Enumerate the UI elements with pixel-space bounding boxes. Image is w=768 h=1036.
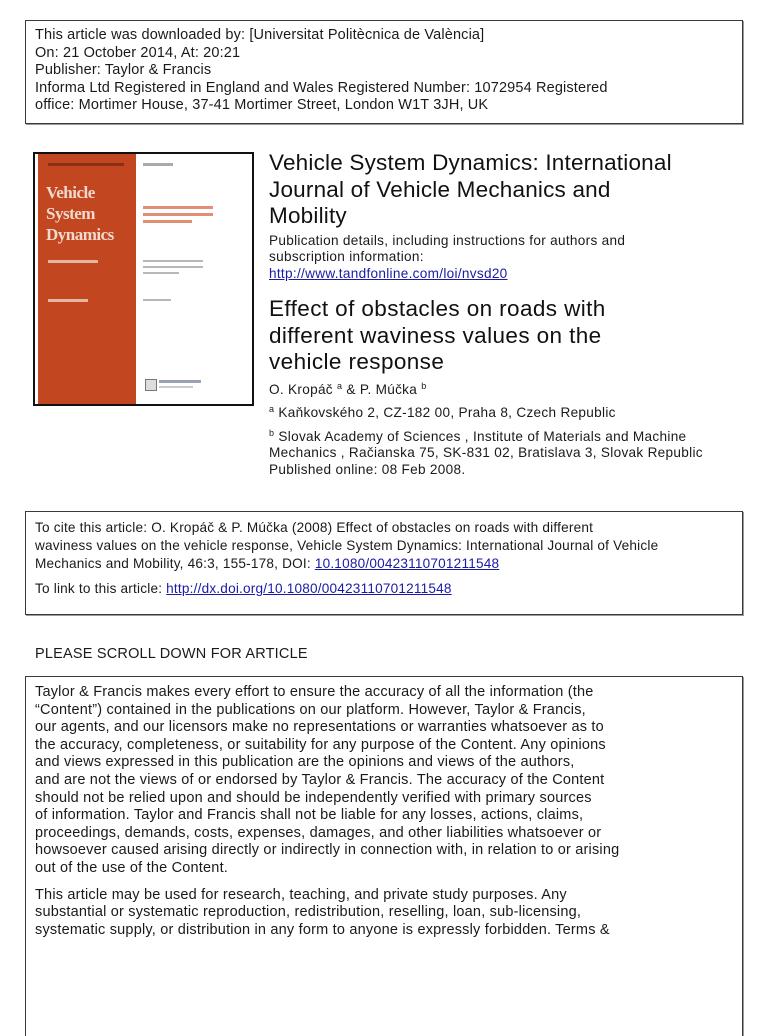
journal-title-line: Mobility [269, 203, 347, 228]
affiliation-text: Slovak Academy of Sciences , Institute of Materials and Machine [278, 428, 687, 444]
journal-title-line: Journal of Vehicle Mechanics and [269, 176, 611, 202]
journal-title-line: Vehicle System Dynamics: International [269, 150, 672, 175]
cover-text-bar [48, 260, 98, 263]
article-title-line: Effect of obstacles on roads with [269, 296, 606, 321]
citation-line [35, 555, 733, 573]
author-affiliation-marker: b [421, 380, 427, 391]
citation-line: waviness values on the vehicle response, Vehicle System Dynamics: International Journal of Vehicle [35, 537, 659, 553]
article-title-line: different waviness values on the [269, 322, 602, 348]
cover-text-bar [48, 299, 88, 302]
cover-subtitle-bars [143, 206, 213, 227]
publisher-logo-text [159, 380, 201, 383]
published-date: Published online: 08 Feb 2008. [269, 461, 466, 477]
journal-info [269, 150, 749, 478]
disclaimer-line: of information. Taylor and Francis shall not be liable for any losses, actions, claims, [35, 807, 584, 824]
affiliation-b [269, 429, 749, 446]
cover-year-bar [143, 299, 171, 301]
publisher: Publisher: Taylor & Francis [35, 62, 212, 78]
affiliation-a [269, 405, 749, 422]
article-link-label: To link to this article: [35, 581, 167, 597]
disclaimer-paragraph-2 [35, 887, 733, 940]
affiliation-marker: b [269, 427, 275, 438]
article-doi-url-link[interactable]: http://dx.doi.org/10.1080/00423110701211548 [166, 581, 452, 597]
cover-editor-bars [143, 260, 203, 278]
disclaimer-line: out of the use of the Content. [35, 859, 229, 876]
publication-details-line: subscription information: [269, 249, 424, 264]
cover-title-line: System [46, 204, 95, 223]
cover-issn-bar [143, 163, 173, 166]
doi-link[interactable]: 10.1080/00423110701211548 [314, 555, 500, 571]
disclaimer-line: and are not the views of or endorsed by Taylor & Francis. The accuracy of the Content [35, 771, 605, 788]
cover-issue-bar [48, 163, 124, 166]
disclaimer-line: “Content”) contained in the publications on our platform. However, Taylor & Francis, [35, 701, 586, 718]
disclaimer-line: and views expressed in this publication are the opinions and views of the authors, [35, 754, 575, 771]
disclaimer-line: substantial or systematic reproduction, redistribution, reselling, loan, sub-licensing, [35, 904, 582, 921]
disclaimer-line: This article may be used for research, teaching, and private study purposes. Any [35, 886, 567, 903]
journal-url-link[interactable]: http://www.tandfonline.com/loi/nvsd20 [269, 265, 508, 281]
affiliation-marker: a [269, 404, 275, 414]
download-date: On: 21 October 2014, At: 20:21 [35, 44, 241, 61]
registration-line-2: office: Mortimer House, 37-41 Mortimer Street, London W1T 3JH, UK [35, 97, 489, 113]
disclaimer-paragraph-1 [35, 684, 733, 878]
article-title-line: vehicle response [269, 349, 445, 374]
affiliation-text: Kaňkovského 2, CZ-182 00, Praha 8, Czech Republic [278, 405, 616, 420]
article-link-line [35, 580, 733, 598]
disclaimer-line: should not be relied upon and should be independently verified with primary sources [35, 789, 592, 806]
citation-text: Mechanics and Mobility, 46:3, 155-178, DOI: [35, 555, 315, 571]
scroll-down-notice: PLEASE SCROLL DOWN FOR ARTICLE [35, 646, 308, 662]
disclaimer-line: proceedings, demands, costs, expenses, damages, and other liabilities whatsoever or [35, 824, 602, 841]
cover-band [38, 154, 136, 404]
citation-line: To cite this article: O. Kropáč & P. Múčka (2008) Effect of obstacles on roads with different [35, 520, 594, 535]
cover-title-line: Vehicle [46, 183, 95, 202]
article-title [269, 296, 749, 376]
download-info-box [25, 20, 743, 124]
disclaimer-line: howsoever caused arising directly or indirectly in connection with, in relation to or arising [35, 842, 620, 859]
author-separator: & [342, 381, 360, 397]
cover-title-line: Dynamics [46, 225, 114, 244]
publication-details [269, 233, 749, 283]
publisher-logo-subtext [159, 386, 193, 388]
disclaimer-line: the accuracy, completeness, or suitability for any purpose of the Content. Any opinions [35, 736, 606, 753]
registration-line-1: Informa Ltd Registered in England and Wales Registered Number: 1072954 Registered [35, 79, 608, 96]
author-name: P. Múčka [359, 381, 418, 397]
publisher-logo-icon [145, 379, 157, 391]
author-name: O. Kropáč [269, 381, 333, 397]
authors [269, 382, 749, 399]
journal-cover-image [33, 152, 254, 406]
disclaimer-line: our agents, and our licensors make no representations or warranties whatsoever as to [35, 719, 604, 736]
disclaimer-line: systematic supply, or distribution in any form to anyone is expressly forbidden. Terms & [35, 921, 610, 938]
citation-box [25, 511, 743, 615]
author-affiliation-marker: a [336, 380, 343, 391]
affiliation-b-line-2: Mechanics , Račianska 75, SK-831 02, Bratislava 3, Slovak Republic [269, 445, 703, 460]
download-source: This article was downloaded by: [Universitat Politècnica de València] [35, 27, 485, 43]
cover-title [46, 182, 114, 245]
publication-details-line: Publication details, including instructions for authors and [269, 232, 626, 248]
disclaimer-line: Taylor & Francis makes every effort to ensure the accuracy of all the information (the [35, 684, 594, 700]
disclaimer-box [25, 676, 743, 1036]
